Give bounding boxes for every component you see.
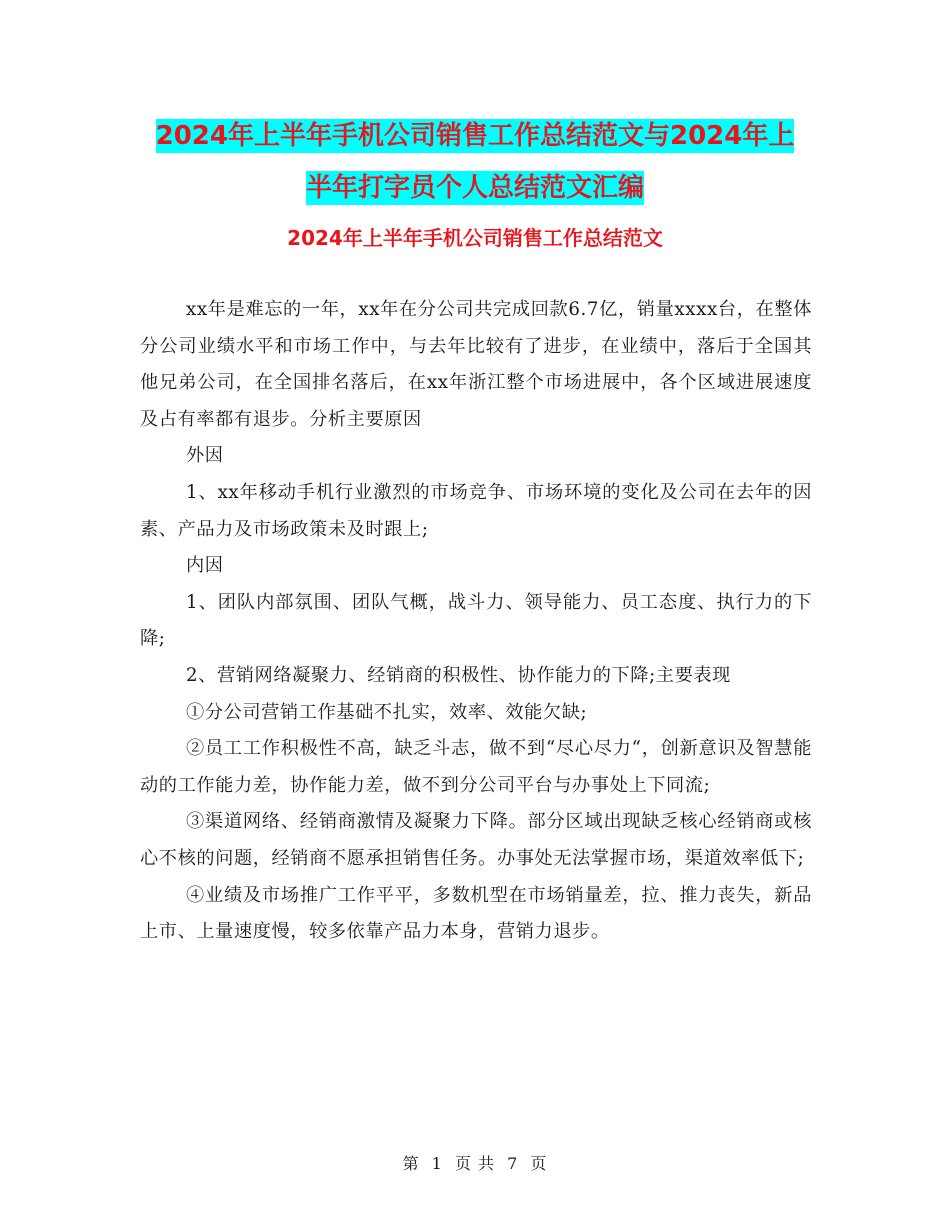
- page-footer: [0, 1152, 950, 1176]
- paragraph-internal-cause-2: 2、营销网络凝聚力、经销商的积极性、协作能力的下降;主要表现: [186, 664, 731, 686]
- paragraph-point-2: ②员工工作积极性不高，缺乏斗志，做不到“尽心尽力“，创新意识及智慧能动的工作能力差，协作能力差，做不到分公司平台与办事处上下同流;: [140, 738, 812, 796]
- title-line-2: 半年打字员个人总结范文汇编: [305, 173, 644, 203]
- paragraph-point-3: ③渠道网络、经销商激情及凝聚力下降。部分区域出现缺乏核心经销商或核心不核的问题，经销商不愿承担销售任务。办事处无法掌握市场，渠道效率低下;: [140, 811, 812, 869]
- document-body: [140, 292, 812, 951]
- paragraph-internal-cause-1: 1、团队内部氛围、团队气概，战斗力、领导能力、员工态度、执行力的下降;: [140, 591, 812, 650]
- footer-total-pages: 7: [507, 1154, 519, 1173]
- footer-suffix: 页: [530, 1154, 548, 1173]
- footer-current-page: 1: [431, 1154, 443, 1173]
- footer-mid: 页 共: [454, 1154, 496, 1173]
- section-heading: 2024年上半年手机公司销售工作总结范文: [287, 226, 663, 250]
- paragraph-internal-cause-heading: 内因: [186, 555, 224, 577]
- document-title: [140, 110, 810, 214]
- paragraph-point-1: ①分公司营销工作基础不扎实，效率、效能欠缺;: [186, 701, 588, 723]
- paragraph-external-cause-1: 1、xx年移动手机行业激烈的市场竞争、市场环境的变化及公司在去年的因素、产品力及市场政策未及时跟上;: [140, 481, 812, 540]
- paragraph-point-4: ④业绩及市场推广工作平平，多数机型在市场销量差，拉、推力丧失，新品上市、上量速度慢，较多依靠产品力本身，营销力退步。: [140, 884, 812, 943]
- paragraph-external-cause-heading: 外因: [186, 445, 224, 467]
- footer-prefix: 第: [402, 1154, 420, 1173]
- paragraph-intro: xx年是难忘的一年，xx年在分公司共完成回款6.7亿，销量xxxx台，在整体分公司业绩水平和市场工作中，与去年比较有了进步，在业绩中，落后于全国其他兄弟公司，在全国排名落后，在xx年浙江整个市场进展中，各个区域进展速度及占有率都有退步。分析主要原因: [140, 299, 812, 430]
- title-line-1: 2024年上半年手机公司销售工作总结范文与2024年上: [155, 121, 795, 151]
